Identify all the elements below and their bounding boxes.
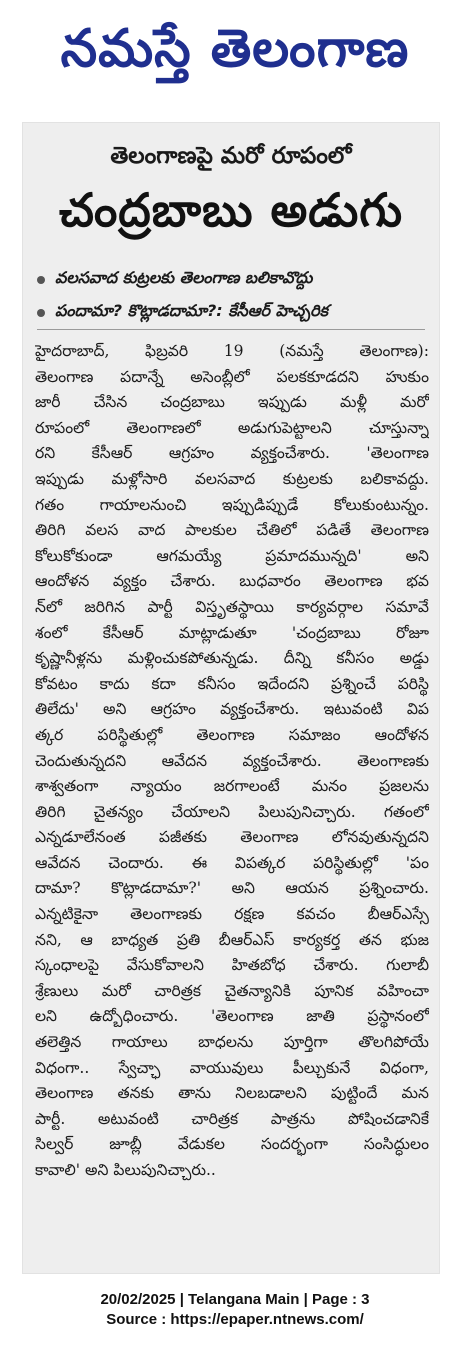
body-line: న్‌లో జరిగిన పార్టీ విస్తృతస్థాయి కార్యవర్గాల సమావే [35, 597, 429, 616]
body-line: కావాలి' అని పిలుపునిచ్చారు.. [35, 1161, 216, 1179]
body-line: తెలంగాణ పదాన్నే అసెంబ్లీలో పలకకూడదని హుకుం [35, 367, 429, 386]
body-line: ఎన్నడూలేనంత పజీతకు తెలంగాణ లోనవుతున్నదని [35, 828, 429, 847]
body-line: స్కంధాలపై వేసుకోవాలని హితబోధ చేశారు. గులాబీ [35, 956, 429, 975]
body-line: ఆవేదన చెందారు. ఈ విపత్కర పరిస్థితుల్లో 'పం [35, 853, 429, 872]
article-clipping [22, 122, 440, 1274]
bullet-text: పందామా? కొట్లాడదామా?: కేసీఆర్ హెచ్చరిక [55, 301, 328, 320]
body-line: గతం గాయాలనుంచి ఇప్పుడిప్పుడే కోలుకుంటున్నం. [35, 495, 429, 514]
body-line: కృష్ణానీళ్లను మళ్లించుకపోతున్నడు. దీన్ని కనీసం అడ్డు [35, 649, 429, 668]
masthead-title: నమస్తే తెలంగాణ [60, 18, 410, 79]
body-line: శంలో కేసీఆర్ మాట్లాడుతూ 'చంద్రబాబు రోజూ [35, 623, 429, 642]
bullet-item [37, 263, 429, 296]
body-line: త్కర పరిస్థితుల్లో తెలంగాణ సమాజం ఆందోళన [35, 725, 429, 744]
body-line: రూపంలో తెలంగాణలో అడుగుపెట్టాలని చూస్తున్నా [35, 418, 429, 437]
body-line: హైదరాబాద్, ఫిబ్రవరి 19 (నమస్తే తెలంగాణ): [35, 342, 429, 360]
body-line: తలెత్తిన గాయాలు బాధలను పూర్తిగా తొలగిపోయే [35, 1033, 429, 1052]
bullet-dot-icon [37, 276, 45, 284]
body-line: ఆందోళన వ్యక్తం చేశారు. బుధవారం తెలంగాణ భవ [35, 572, 429, 591]
divider [37, 329, 425, 330]
footer-edition-line: 20/02/2025 | Telangana Main | Page : 3 [100, 1291, 370, 1308]
bullet-text: వలసవాద కుట్రలకు తెలంగాణ బలికావొద్దు [55, 268, 313, 287]
body-line: తిరిగి చైతన్యం చేయాలని పిలుపునిచ్చారు. గతంలో [35, 802, 429, 821]
body-line: కోలుకోకుండా ఆగమయ్యే ప్రమాదమున్నది' అని [35, 546, 429, 565]
body-line: శాశ్వతంగా న్యాయం జరగాలంటే మనం ప్రజలను [35, 777, 429, 796]
body-line: నని, ఆ బాధ్యత ప్రతి బీఆర్ఎస్ కార్యకర్త తన భుజ [35, 930, 429, 949]
article-bullets [37, 263, 429, 329]
body-line: శ్రేణులు మరో చారిత్రక చైతన్యానికి పూనిక వహించా [35, 981, 429, 1000]
body-line: ఇప్పుడు మళ్లోసారి వలసవాద కుట్రలకు బలికావద్దు. [35, 469, 429, 488]
article-headline: చంద్రబాబు అడుగు [59, 183, 403, 237]
body-line: జారీ చేసిన చంద్రబాబు ఇప్పుడు మళ్లీ మరో [35, 393, 429, 412]
footer [0, 1290, 470, 1330]
body-line: కోవటం కాదు కదా కనీసం ఇదేందని ప్రశ్నించే పరిస్థి [35, 674, 429, 693]
body-line: సిల్వర్ జూబ్లీ వేడుకల సందర్భంగా సంసిద్ధులం [35, 1135, 429, 1154]
bullet-dot-icon [37, 309, 45, 317]
body-line: ఎన్నటికైనా తెలంగాణకు రక్షణ కవచం బీఆర్ఎస్సే [35, 905, 429, 924]
body-line: పార్టీ. అటువంటి చారిత్రక పాత్రను పోషించడానికే [35, 1109, 429, 1128]
body-line: తిరిగి వలస వాద పాలకుల చేతిలో పడితే తెలంగాణ [35, 521, 429, 540]
article-body [35, 339, 429, 1184]
body-line: లని ఉద్బోధించారు. 'తెలంగాణ జాతి ప్రస్థానంలో [35, 1007, 429, 1026]
body-line: తెలంగాణ తనకు తాను నిలబడాలని పుట్టిందే మన [35, 1084, 429, 1103]
footer-source-line: Source : https://epaper.ntnews.com/ [106, 1311, 364, 1328]
masthead [0, 0, 470, 110]
bullet-item [37, 296, 429, 329]
body-line: విధంగా.. స్వేచ్ఛా వాయువులు పీల్చుకునే విధంగా, [35, 1058, 429, 1077]
body-line: దామా? కొట్లాడదామా?' అని ఆయన ప్రశ్నించారు. [35, 879, 429, 898]
body-line: చెందుతున్నదని ఆవేదన వ్యక్తంచేశారు. తెలంగాణకు [35, 751, 429, 770]
body-line: రని కేసీఆర్ ఆగ్రహం వ్యక్తంచేశారు. 'తెలంగాణ [35, 444, 429, 463]
article-kicker: తెలంగాణపై మరో రూపంలో [110, 143, 352, 169]
body-line: తిలేదు' అని ఆగ్రహం వ్యక్తంచేశారు. ఇటువంటి విప [35, 700, 429, 719]
